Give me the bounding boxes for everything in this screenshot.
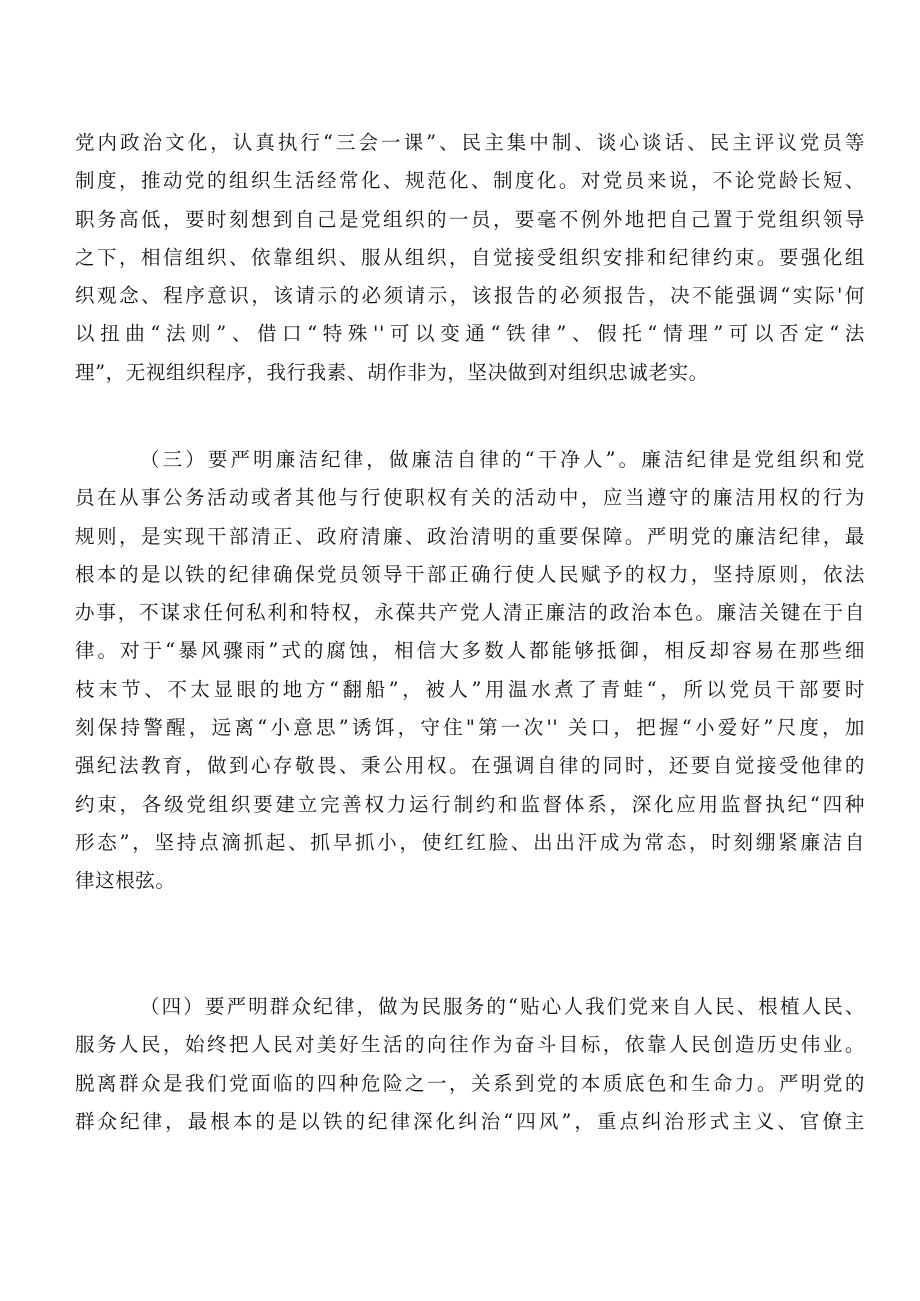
text-line: 织观念、程序意识，该请示的必须请示，该报告的必须报告，决不能强调“实际'何 bbox=[75, 284, 865, 308]
text-line: 律这根弦。 bbox=[75, 869, 176, 893]
text-line: 形态”，坚持点滴抓起、抓早抓小，使红红脸、出出汗成为常态，时刻绷紧廉洁自 bbox=[75, 830, 865, 854]
paragraph-party-organization bbox=[75, 124, 865, 392]
text-line: 枝末节、不太显眼的地方“翻船”，被人”用温水煮了青蛙“，所以党员干部要时 bbox=[75, 677, 865, 701]
text-line: 服务人民，始终把人民对美好生活的向往作为奋斗目标，依靠人民创造历史伟业。 bbox=[75, 1033, 865, 1057]
text-line: 职务高低，要时刻想到自己是党组织的一员，要毫不例外地把自己置于党组织领导 bbox=[75, 207, 865, 231]
text-line: （四）要严明群众纪律，做为民服务的“贴心人我们党来自人民、根植人民、 bbox=[140, 995, 865, 1018]
text-line: 以扭曲“法则”、借口“特殊''可以变通“铁律”、假托“情理”可以否定“法 bbox=[75, 322, 865, 346]
text-line: 根本的是以铁的纪律确保党员领导干部正确行使人民赋予的权力，坚持原则，依法 bbox=[75, 562, 865, 586]
text-line: 规则，是实现干部清正、政府清廉、政治清明的重要保障。严明党的廉洁纪律，最 bbox=[75, 524, 865, 548]
text-line: 制度，推动党的组织生活经常化、规范化、制度化。对党员来说，不论党龄长短、 bbox=[75, 169, 865, 193]
text-line: 约束，各级党组织要建立完善权力运行制约和监督体系，深化应用监督执纪“四种 bbox=[75, 792, 865, 816]
paragraph-mass-discipline bbox=[75, 988, 865, 1141]
text-line: 强纪法教育，做到心存敬畏、秉公用权。在强调自律的同时，还要自觉接受他律的 bbox=[75, 754, 865, 778]
paragraph-integrity-discipline bbox=[75, 441, 865, 901]
text-line: 群众纪律，最根本的是以铁的纪律深化纠治“四风”，重点纠治形式主义、官僚主 bbox=[75, 1109, 865, 1133]
text-line: 之下，相信组织、依靠组织、服从组织，自觉接受组织安排和纪律约束。要强化组 bbox=[75, 245, 865, 269]
text-line: 员在从事公务活动或者其他与行使职权有关的活动中，应当遵守的廉洁用权的行为 bbox=[75, 486, 865, 510]
text-line: 理”，无视组织程序，我行我素、胡作非为，坚决做到对组织忠诚老实。 bbox=[75, 360, 709, 384]
text-line: 脱离群众是我们党面临的四种危险之一，关系到党的本质底色和生命力。严明党的 bbox=[75, 1071, 865, 1095]
text-line: （三）要严明廉洁纪律，做廉洁自律的“干净人”。廉洁纪律是党组织和党 bbox=[140, 448, 865, 471]
text-line: 党内政治文化，认真执行“三会一课”、民主集中制、谈心谈话、民主评议党员等 bbox=[75, 131, 865, 154]
text-line: 刻保持警醒，远离“小意思”诱饵，守住"第一次'' 关口，把握“小爱好”尺度，加 bbox=[75, 716, 865, 740]
text-line: 律。对于“暴风骤雨”式的腐蚀，相信大多数人都能够抵御，相反却容易在那些细 bbox=[75, 639, 865, 663]
text-line: 办事，不谋求任何私利和特权，永葆共产党人清正廉洁的政治本色。廉洁关键在于自 bbox=[75, 601, 865, 625]
